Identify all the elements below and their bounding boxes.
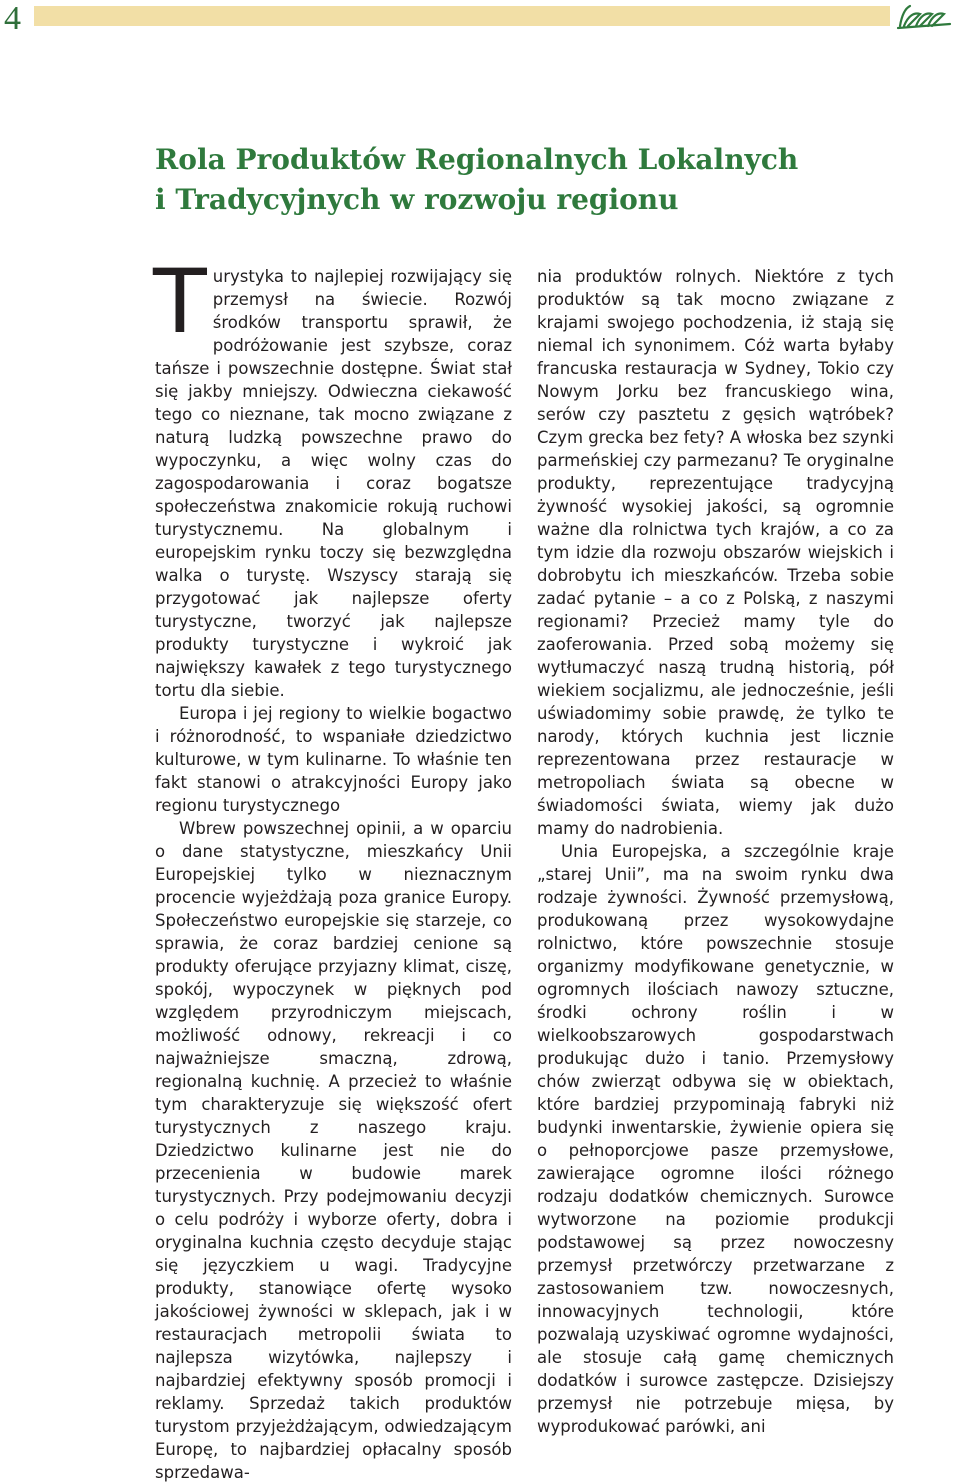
article-title-line-1: Rola Produktów Regionalnych Lokalnych <box>155 143 799 176</box>
publisher-logo-icon <box>894 0 956 32</box>
page-number: 4 <box>4 0 21 37</box>
paragraph: nia produktów rolnych. Niektóre z tych produktów są tak mocno związane z krajami swojego pochodzenia, iż stają się niemal ich synonimem. Cóż warta byłaby francuska restauracja w Sydney, Tokio czy Nowym Jorku bez francuskiego wina, serów czy pasztetu z gęsich wątróbek? Czym grecka bez fety? A włoska bez szynki parmeńskiej czy parmezanu? Te oryginalne produkty, reprezentujące tradycyjną żywność wysokiej jakości, są ogromnie ważne dla rolnictwa tych krajów, a co za tym idzie dla rozwoju obszarów wiejskich i dobrobytu ich mieszkańców. Trzeba sobie zadać pytanie – a co z Polską, z naszymi regionami? Przecież mamy tyle do zaoferowania. Przed sobą możemy się wytłumaczyć naszą trudną historią, pół wiekiem socjalizmu, ale jednocześnie, jeśli uświadomimy sobie prawdę, że tylko te narody, których kuchnia jest licznie reprezentowana przez restauracje w metropoliach świata są obecne w świadomości świata, wiemy jak dużo mamy do nadrobienia. <box>537 267 894 838</box>
paragraph-text: urystyka to najlepiej rozwijający się przemysł na świecie. Rozwój środków transportu sprawił, że podróżowanie jest szybsze, coraz tańsze i powszechnie dostępne. Świat stał się jakby mniejszy. Odwieczna ciekawość tego co nieznane, tak mocno związane z naturą ludzką powszechne prawo do wypoczynku, a więc wolny czas do zagospodarowania i coraz bogatsze społeczeństwa znakomicie rokują ruchowi turystycznemu. Na globalnym i europejskim rynku toczy się bezwzględna walka o turystę. Wszyscy starają się przygotować jak najlepsze oferty turystyczne, tworzyć jak najlepsze produkty turystyczne i wykroić jak największy kawałek z tego turystycznego tortu dla siebie. <box>155 267 512 700</box>
right-column <box>537 265 894 1438</box>
header-bar <box>34 6 890 26</box>
paragraph: Europa i jej regiony to wielkie bogactwo i różnorodność, to wspaniałe dziedzictwo kulturowe, w tym kulinarne. To właśnie ten fakt stanowi o atrakcyjności Europy jako regionu turystycznego <box>155 704 512 815</box>
article-title-line-2: i Tradycyjnych w rozwoju regionu <box>155 183 679 216</box>
left-column <box>153 250 512 1484</box>
paragraph: Unia Europejska, a szczególnie kraje „starej Unii”, ma na swoim rynku dwa rodzaje żywności. Żywność przemysłową, produkowaną przez wysokowydajne rolnictwo, które powszechnie stosuje organizmy modyfikowane genetycznie, w ogromnych ilościach nawozy sztuczne, środki ochrony roślin i w wielkoobszarowych gospodarstwach produkując dużo i tanio. Przemysłowy chów zwierząt odbywa się w obiektach, które bardziej przypominają fabryki niż budynki inwentarskie, żywienie opiera się o pełnoporcjowe pasze przemysłowe, zawierające ogromne ilości różnego rodzaju dodatków chemicznych. Surowce wytworzone na poziomie produkcji podstawowej są przez nowoczesny przemysł przetwórczy przetwarzane z zastosowaniem tzw. nowoczesnych, innowacyjnych technologii, które pozwalają uzyskiwać ogromne wydajności, ale stosuje całą gamę chemicznych dodatków i surowce zastępcze. Dzisiejszy przemysł nie potrzebuje mięsa, by wyprodukować parówki, ani <box>537 842 894 1436</box>
article-title <box>155 140 855 220</box>
drop-cap: T <box>153 250 207 353</box>
paragraph <box>153 250 512 702</box>
paragraph: Wbrew powszechnej opinii, a w oparciu o dane statystyczne, mieszkańcy Unii Europejskiej tylko w nieznacznym procencie wyjeżdżają poza granice Europy. Społeczeństwo europejskie się starzeje, co sprawia, że coraz bardziej cenione są produkty oferujące przyjazny klimat, ciszę, spokój, wypoczynek w pięknych pod względem przyrodniczym miejscach, możliwość odnowy, rekreacji i co najważniejsze smaczną, zdrową, regionalną kuchnię. A przecież to właśnie tym charakteryzuje się większość ofert turystycznych z naszego kraju. Dziedzictwo kulinarne jest nie do przecenienia w budowie marek turystycznych. Przy podejmowaniu decyzji o celu podróży i wyborze oferty, dobra i oryginalna kuchnia często decyduje stając się języczkiem u wagi. Tradycyjne produkty, stanowiące ofertę wysoko jakościowej żywności w sklepach, jak i w restauracjach metropolii świata to najlepsza wizytówka, najlepszy i najbardziej efektywny sposób promocji i reklamy. Sprzedaż takich produktów turystom przyjeżdżającym, odwiedzającym Europę, to najbardziej opłacalny sposób sprzedawa- <box>155 819 512 1482</box>
